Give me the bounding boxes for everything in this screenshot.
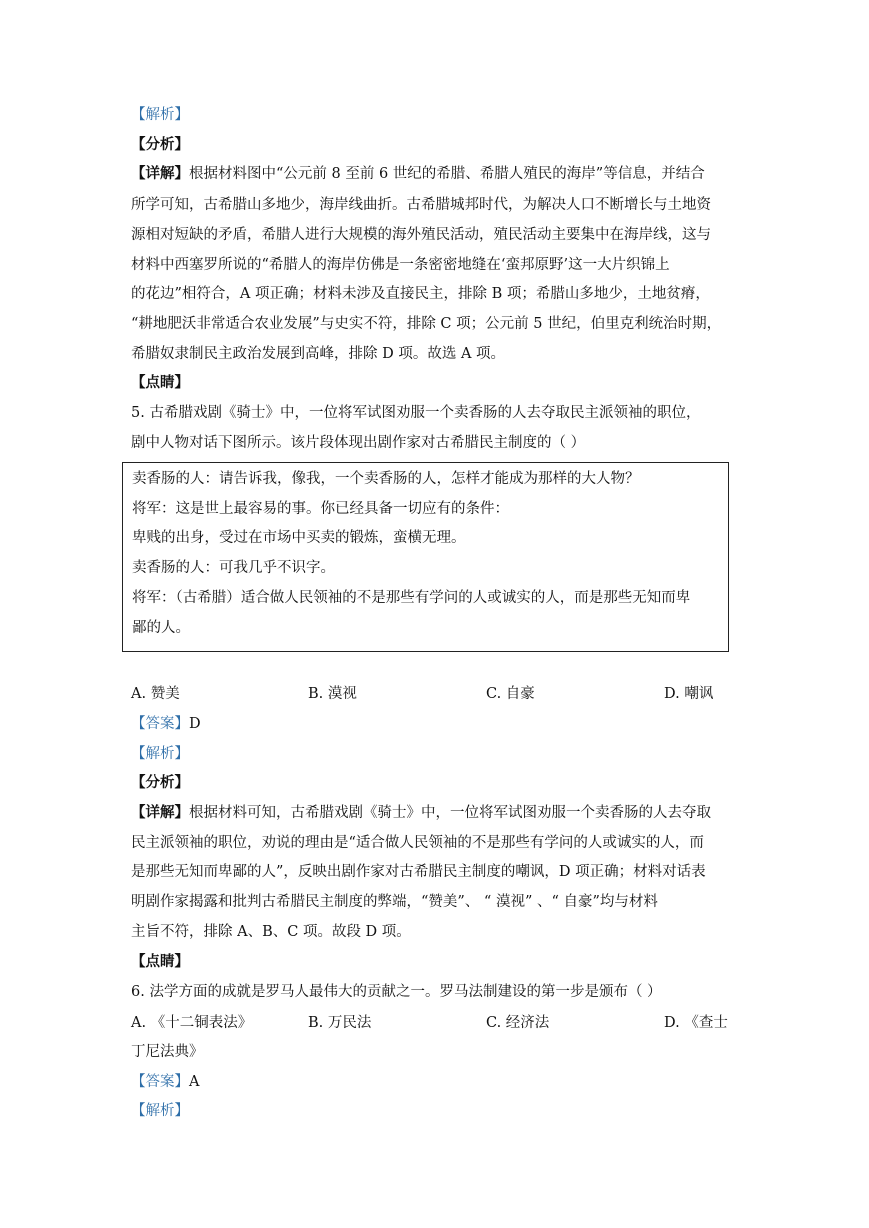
detail-line: 主旨不符，排除 A、B、C 项。故段 D 项。 [131,924,411,940]
answer-value: A [189,1074,200,1090]
answer-tag: 【答案】 [131,716,189,732]
q5-option-c: C. 自豪 [486,686,535,702]
dialogue-line: 卖香肠的人：请告诉我，像我，一个卖香肠的人，怎样才能成为那样的大人物？ [132,471,640,487]
detail-line: 明剧作家揭露和批判古希腊民主制度的弊端，“赞美”、 “ 漠视” 、“ 自豪”均与材料 [131,894,658,910]
detail-line [131,164,705,184]
detail-line: 的花边”相符合，A 项正确；材料未涉及直接民主，排除 B 项；希腊山多地少，土地贫瘠， [131,286,710,302]
answer-value: D [189,716,201,732]
q5-option-b: B. 漠视 [308,686,357,702]
q5-stem: 5. 古希腊戏剧《骑士》中，一位将军试图劝服一个卖香肠的人去夺取民主派领袖的职位， [131,405,701,421]
detail-text: 根据材料可知，古希腊戏剧《骑士》中，一位将军试图劝服一个卖香肠的人去夺取 [189,805,711,821]
detail-line [131,803,711,823]
detail-line: 希腊奴隶制民主政治发展到高峰，排除 D 项。故选 A 项。 [131,346,506,362]
q6-option-b: B. 万民法 [308,1015,372,1031]
q6-option-d-cont: 丁尼法典》 [131,1044,204,1060]
detail-line: 材料中西塞罗所说的“希腊人的海岸仿佛是一条密密地缝在‘蛮邦原野’这一大片织锦上 [131,257,670,273]
q5-option-d: D. 嘲讽 [664,686,714,702]
analysis-label: 【解析】 [131,107,189,123]
dialogue-line: 鄙的人。 [132,620,190,636]
dianjing-label: 【点睛】 [131,374,189,391]
detail-line: 民主派领袖的职位，劝说的理由是“适合做人民领袖的不是那些有学问的人或诚实的人，而 [131,835,704,851]
detail-text: 根据材料图中“公元前 8 至前 6 世纪的希腊、希腊人殖民的海岸”等信息，并结合 [189,166,705,182]
fenxi-label: 【分析】 [131,136,189,153]
dialogue-line: 将军：这是世上最容易的事。你已经具备一切应有的条件： [132,501,509,517]
detail-line: 所学可知，古希腊山多地少，海岸线曲折。古希腊城邦时代，为解决人口不断增长与土地资 [131,197,711,213]
detail-tag: 【详解】 [131,804,189,821]
q6-answer [131,1072,199,1092]
dialogue-line: 卖香肠的人：可我几乎不识字。 [132,560,335,576]
q6-option-a: A. 《十二铜表法》 [131,1015,253,1031]
fenxi-label: 【分析】 [131,774,189,791]
q5-stem: 剧中人物对话下图所示。该片段体现出剧作家对古希腊民主制度的（ ） [131,435,586,451]
dialogue-line: 将军：（古希腊）适合做人民领袖的不是那些有学问的人或诚实的人，而是那些无知而卑 [132,590,691,606]
analysis-label: 【解析】 [131,746,189,762]
analysis-label: 【解析】 [131,1103,189,1119]
dialogue-box [122,462,729,652]
dialogue-line: 卑贱的出身，受过在市场中买卖的锻炼，蛮横无理。 [132,530,466,546]
detail-tag: 【详解】 [131,165,189,182]
q6-option-c: C. 经济法 [486,1015,550,1031]
q5-option-a: A. 赞美 [131,686,180,702]
detail-line: 是那些无知而卑鄙的人”，反映出剧作家对古希腊民主制度的嘲讽，D 项正确；材料对话表 [131,864,706,880]
dianjing-label: 【点睛】 [131,953,189,970]
q6-option-d: D. 《查士 [664,1015,728,1031]
detail-line: “耕地肥沃非常适合农业发展”与史实不符，排除 C 项；公元前 5 世纪，伯里克利统治时期， [131,316,722,332]
detail-line: 源相对短缺的矛盾，希腊人进行大规模的海外殖民活动，殖民活动主要集中在海岸线，这与 [131,227,711,243]
q6-stem: 6. 法学方面的成就是罗马人最伟大的贡献之一。罗马法制建设的第一步是颁布（ ） [131,984,662,1000]
q5-answer [131,714,201,734]
answer-tag: 【答案】 [131,1074,189,1090]
